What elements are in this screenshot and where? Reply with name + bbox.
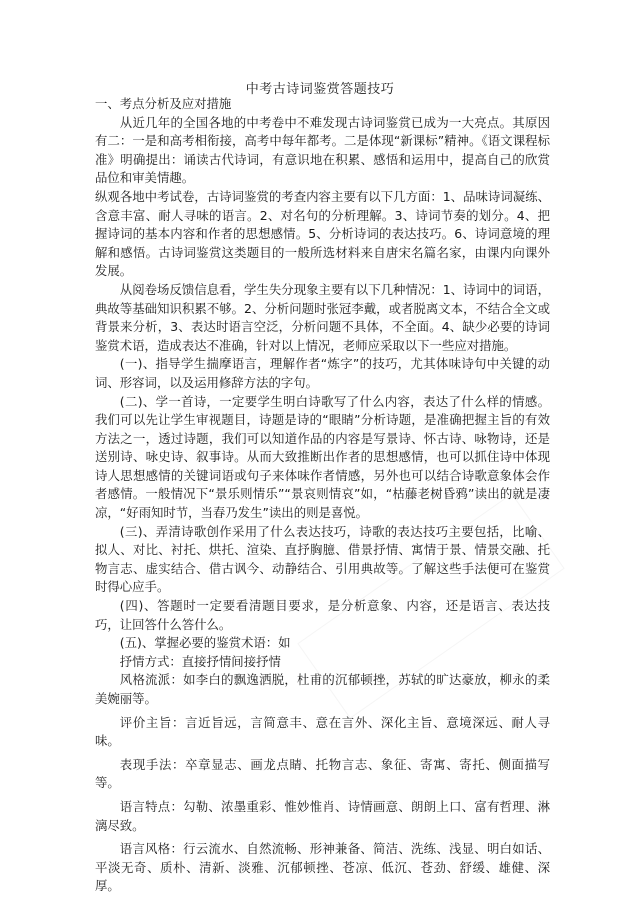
term-technique: 表现手法：卒章显志、画龙点睛、托物言志、象征、寄寓、寄托、侧面描写等。 (95, 756, 550, 791)
section-heading: 一、考点分析及应对措施 (95, 96, 232, 111)
document-title: 中考古诗词鉴赏答题技巧 (245, 82, 395, 97)
measure-4: (四)、答题时一定要看清题目要求，是分析意象、内容，还是语言、表达技巧，让回答什么答什么。 (95, 598, 550, 632)
term-language-style: 语言风格：行云流水、自然流畅、形神兼备、简洁、洗练、浅显、明白如话、平淡无奇、质朴、清新、淡雅、沉郁顿挫、苍凉、低沉、苍劲、舒缓、雄健、深厚。 (95, 841, 550, 894)
term-lyric-style: 抒情方式：直接抒情间接抒情 (119, 653, 281, 669)
term-language-features: 语言特点：勾勒、浓墨重彩、惟妙惟肖、诗情画意、朗朗上口、富有哲理、淋漓尽致。 (95, 798, 550, 833)
measure-3: (三)、弄清诗歌创作采用了什么表达技巧，诗歌的表达技巧主要包括，比喻、拟人、对比、衬托、烘托、渲染、直抒胸臆、借景抒情、寓情于景、情景交融、托物言志、虚实结合、借古讽今、动静结合、引用典故等。了解这些手法便可在鉴赏时得心应手。 (95, 523, 550, 595)
paragraph-intro: 从近几年的全国各地的中考卷中不难发现古诗词鉴赏已成为一大亮点。其原因有二：一是和高考相衔接，高考中每年都考。二是体现“新课标”精神。《语文课程标准》明确提出：诵读古代诗词，有意识地在积累、感悟和运用中，提高自己的欣赏品位和审美情趣。 (95, 114, 550, 186)
measure-2: (二)、学一首诗，一定要学生明白诗歌写了什么内容，表达了什么样的情感。我们可以先让学生审视题目，诗题是诗的“眼睛”分析诗题，是准确把握主旨的有效方法之一，透过诗题，我们可以知道作品的内容是写景诗、怀古诗、咏物诗，还是送别诗、咏史诗、叙事诗。从而大致推断出作者的思想感情，也可以抓住诗中体现诗人思想感情的关键词语或句子来体味作者情感，另外也可以结合诗歌意象体会作者感情。一般情况下“景乐则情乐”“景哀则情哀”如，“枯藤老树昏鸦”读出的就是凄凉，“好雨知时节，当春乃发生”读出的则是喜悦。 (95, 393, 550, 521)
paragraph-content-overview: 纵观各地中考试卷，古诗词鉴赏的考查内容主要有以下几方面：1、品味诗词凝练、含意丰富、耐人寻味的语言。2、对名句的分析理解。3、诗词节奏的划分。4、把握诗词的基本内容和作者的思想感情。5、分析诗词的表达技巧。6、诗词意境的理解和感悟。古诗词鉴赏这类题目的一般所选材料来自唐宋名篇名家，由课内向课外发展。 (95, 188, 550, 279)
term-genre: 风格流派：如李白的飘逸洒脱，杜甫的沉郁顿挫，苏轼的旷达豪放，柳永的柔美婉丽等。 (95, 672, 550, 706)
measure-5: (五)、掌握必要的鉴赏术语：如 (119, 635, 291, 651)
document-body (95, 95, 550, 896)
paragraph-feedback: 从阅卷场反馈信息看，学生失分现象主要有以下几种情况：1、诗词中的词语，典故等基础知识积累不够。2、分析问题时张冠李戴，或者脱离文本，不结合全文或背景来分析，3、表达时语言空泛，分析问题不具体，不全面。4、缺少必要的诗词鉴赏术语，造成表达不准确，针对以上情况，老师应采取以下一些应对措施。 (95, 281, 550, 353)
term-theme: 评价主旨：言近旨远，言简意丰、意在言外、深化主旨、意境深远、耐人寻味。 (95, 714, 550, 749)
measure-1: (一)、指导学生揣摩语言，理解作者“炼字”的技巧，尤其体味诗句中关键的动词、形容词，以及运用修辞方法的字句。 (95, 356, 550, 390)
